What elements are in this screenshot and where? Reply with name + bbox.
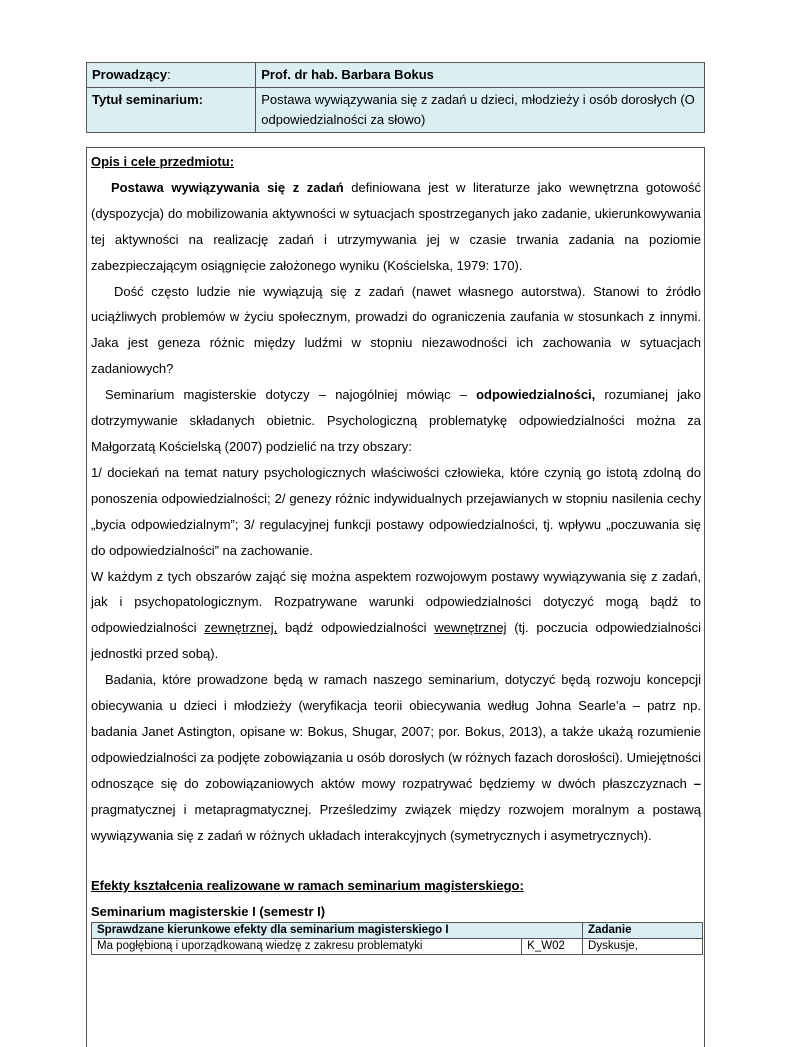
lecturer-value: Prof. dr hab. Barbara Bokus [256,63,705,88]
outcomes-heading: Efekty kształcenia realizowane w ramach seminarium magisterskiego: [91,878,524,893]
lecturer-label: Prowadzący: [87,63,256,88]
col-effects-header: Sprawdzane kierunkowe efekty dla seminarium magisterskiego I [92,923,583,939]
description-content [91,149,701,848]
description-heading: Opis i cele przedmiotu: [91,154,235,169]
paragraph-1: Postawa wywiązywania się z zadań definiowana jest w literaturze jako wewnętrzna gotowość (dyspozycja) do mobilizowania aktywności w sytuacjach spostrzeganych jako zadanie, ukierunkowywania tej aktywności na realizację zadań i utrzymywania jej w czasie trwania zadania na poziomie zabezpieczającym osiągnięcie założonego wyniku (Kościelska, 1979: 170). [91,179,701,273]
code-cell: K_W02 [522,939,583,955]
table-row [92,939,703,955]
task-cell: Dyskusje, [583,939,703,955]
outcomes-table-header [92,923,703,939]
header-table [86,62,705,133]
outcomes-table [91,922,703,955]
paragraph-6: Badania, które prowadzone będą w ramach naszego seminarium, dotyczyć będą rozwoju koncepcji obiecywania u dzieci i młodzieży (weryfikacja teorii obiecywania według Johna Searle’a – patrz np. badania Janet Astington, opisane w: Bokus, Shugar, 2007; por. Bokus, 2013), a także ukażą rozumienie odpowiedzialności za podjęte zobowiązania u osób dorosłych (w różnych fazach dorosłości). Umiejętności odnoszące się do zobowiązaniowych aktów mowy rozpatrywać będziemy w dwóch płaszczyznach – pragmatycznej i metapragmatycznej. Prześledzimy związek między rozwojem moralnym a postawą wywiązywania się z zadań w różnych układach interakcyjnych (symetrycznych i asymetrycznych). [91,672,701,843]
lecturer-row [87,63,705,88]
paragraph-2: Dość często ludzie nie wywiązują się z zadań (nawet własnego autorstwa). Stanowi to źródło uciążliwych problemów w życiu społecznym, prowadzi do ograniczenia zaufania w stosunkach z innymi. Jaka jest geneza różnic między ludźmi w stopniu niezawodności ich zachowania w sytuacjach zadaniowych? [91,283,701,377]
title-label: Tytuł seminarium: [87,88,256,133]
paragraph-4: 1/ dociekań na temat natury psychologicznych właściwości człowieka, które czynią go istotą zdolną do ponoszenia odpowiedzialności; 2/ genezy różnic indywidualnych przejawianych w stopniu nasilenia cechy „bycia odpowiedzialnym”; 3/ regulacyjnej funkcji postawy odpowiedzialności, tj. wpływu „poczuwania się do odpowiedzialności” na zachowanie. [91,464,701,558]
title-row [87,88,705,133]
paragraph-3: Seminarium magisterskie dotyczy – najogólniej mówiąc – odpowiedzialności, rozumianej jako dotrzymywanie składanych obietnic. Psychologiczną problematykę odpowiedzialności można za Małgorzatą Kościelską (2007) podzielić na trzy obszary: [91,387,701,454]
semester-heading: Seminarium magisterskie I (semestr I) [91,904,326,919]
title-value: Postawa wywiązywania się z zadań u dzieci, młodzieży i osób dorosłych (O odpowiedzialności za słowo) [256,88,705,133]
paragraph-5: W każdym z tych obszarów zająć się można aspektem rozwojowym postawy wywiązywania się z zadań, jak i psychopatologicznym. Rozpatrywane warunki odpowiedzialności dotyczyć mogą bądź to odpowiedzialności zewnętrznej, bądź odpowiedzialności wewnętrznej (tj. poczucia odpowiedzialności jednostki przed sobą). [91,568,701,662]
effect-cell: Ma pogłębioną i uporządkowaną wiedzę z zakresu problematyki [92,939,522,955]
col-task-header: Zadanie [583,923,703,939]
